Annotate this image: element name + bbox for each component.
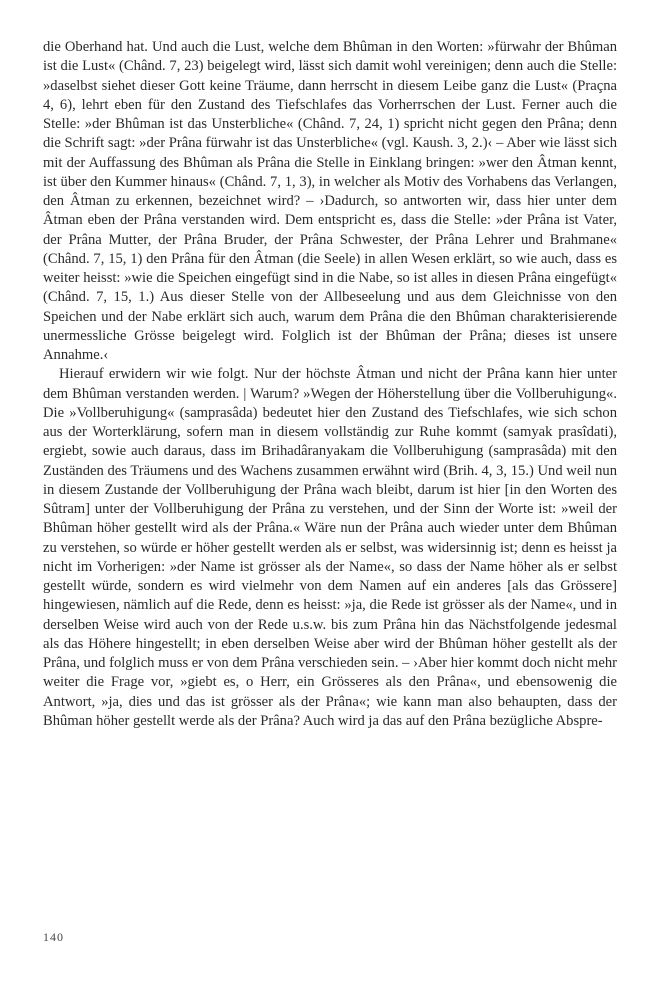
page-number: 140 (43, 930, 64, 944)
page-body (43, 38, 617, 731)
paragraph-2: Hierauf erwidern wir wie folgt. Nur der höchste Âtman und nicht der Prâna kann hier unter dem Bhûman verstanden werden. | Warum? »Wegen der Höherstellung über die Vollberuhigung«. Die »Vollberuhigung« (samprasâda) bedeutet hier den Zustand des Tiefschlafes, wie sich schon aus der Worterklärung, sofern man in diesem vollständig zur Ruhe kommt (samyak prasîdati), ergiebt, sowie auch daraus, dass im Brihadâranyakam die Vollberuhigung (samprasâda) mit den Zuständen des Träumens und des Wachens zusammen erwähnt wird (Brih. 4, 3, 15.) Und weil nun in diesem Zustande der Vollberuhigung der Prâna wach bleibt, darum ist hier [in den Worten des Sûtram] unter der Vollberuhigung der Prâna zu verstehen, und der Sinn der Worte ist: »weil der Bhûman höher gestellt wird als der Prâna.« Wäre nun der Prâna auch wieder unter dem Bhûman zu verstehen, so würde er höher gestellt werden als er selbst, was widersinnig ist; denn es heisst ja nicht im Vorherigen: »der Name ist grösser als der Name«, so dass der Name höher als er selbst gestellt würde, sondern es wird vielmehr von dem Namen auf ein anderes [als das Grössere] hingewiesen, nämlich auf die Rede, denn es heisst: »ja, die Rede ist grösser als der Name«, und in derselben Weise wird auch von der Rede u.s.w. bis zum Prâna hin das Nächstfolgende jedesmal als das Höhere hingestellt; in eben derselben Weise aber wird der Bhûman höher gestellt als der Prâna, und folglich muss er von dem Prâna verschieden sein. – ›Aber hier kommt doch nicht mehr weiter die Frage vor, »giebt es, o Herr, ein Grösseres als den Prâna«, und ebensowenig die Antwort, »ja, dies und das ist grösser als der Prâna«; wie kann man also behaupten, dass der Bhûman höher gestellt werde als der Prâna? Auch wird ja das auf den Prâna bezügliche Abspre- (43, 366, 617, 729)
paragraph-1: die Oberhand hat. Und auch die Lust, welche dem Bhûman in den Worten: »fürwahr der Bhûman ist die Lust« (Chând. 7, 23) beigelegt wird, lässt sich damit wohl vereinigen; denn auch die Stelle: »daselbst siehet dieser Gott keine Träume, dann herrscht in diesem Leibe ganz die Lust« (Praçna 4, 6), lehrt eben für den Zustand des Tiefschlafes das Vorherrschen der Lust. Ferner auch die Stelle: »der Bhûman ist das Unsterbliche« (Chând. 7, 24, 1) spricht nicht gegen den Prâna; denn die Schrift sagt: »der Prâna fürwahr ist das Unsterbliche« (vgl. Kaush. 3, 2.)‹ – Aber wie lässt sich mit der Auffassung des Bhûman als Prâna die Stelle in Einklang bringen: »wer den Âtman kennt, ist über den Kummer hinaus« (Chând. 7, 1, 3), in welcher als Motiv des Vorhabens das Verlangen, den Âtman zu erkennen, bezeichnet wird? – ›Dadurch, so antworten wir, dass hier unter dem Âtman eben der Prâna verstanden wird. Dem entspricht es, dass die Stelle: »der Prâna ist Vater, der Prâna Mutter, der Prâna Bruder, der Prâna Schwester, der Prâna Lehrer und Brahmane« (Chând. 7, 15, 1) den Prâna für den Âtman (die Seele) in allen Wesen erklärt, so wie auch, dass es weiter heisst: »wie die Speichen eingefügt sind in die Nabe, so ist alles in diesen Prâna eingefügt« (Chând. 7, 15, 1.) Aus dieser Stelle von der Allbeseelung und aus dem Gleichnisse von den Speichen und der Nabe erklärt sich auch, warum dem Prâna die den Bhûman charakterisierende unermessliche Grösse beigelegt wird. Folglich ist der Bhûman der Prâna; dieses ist unsere Annahme.‹ (43, 39, 617, 363)
